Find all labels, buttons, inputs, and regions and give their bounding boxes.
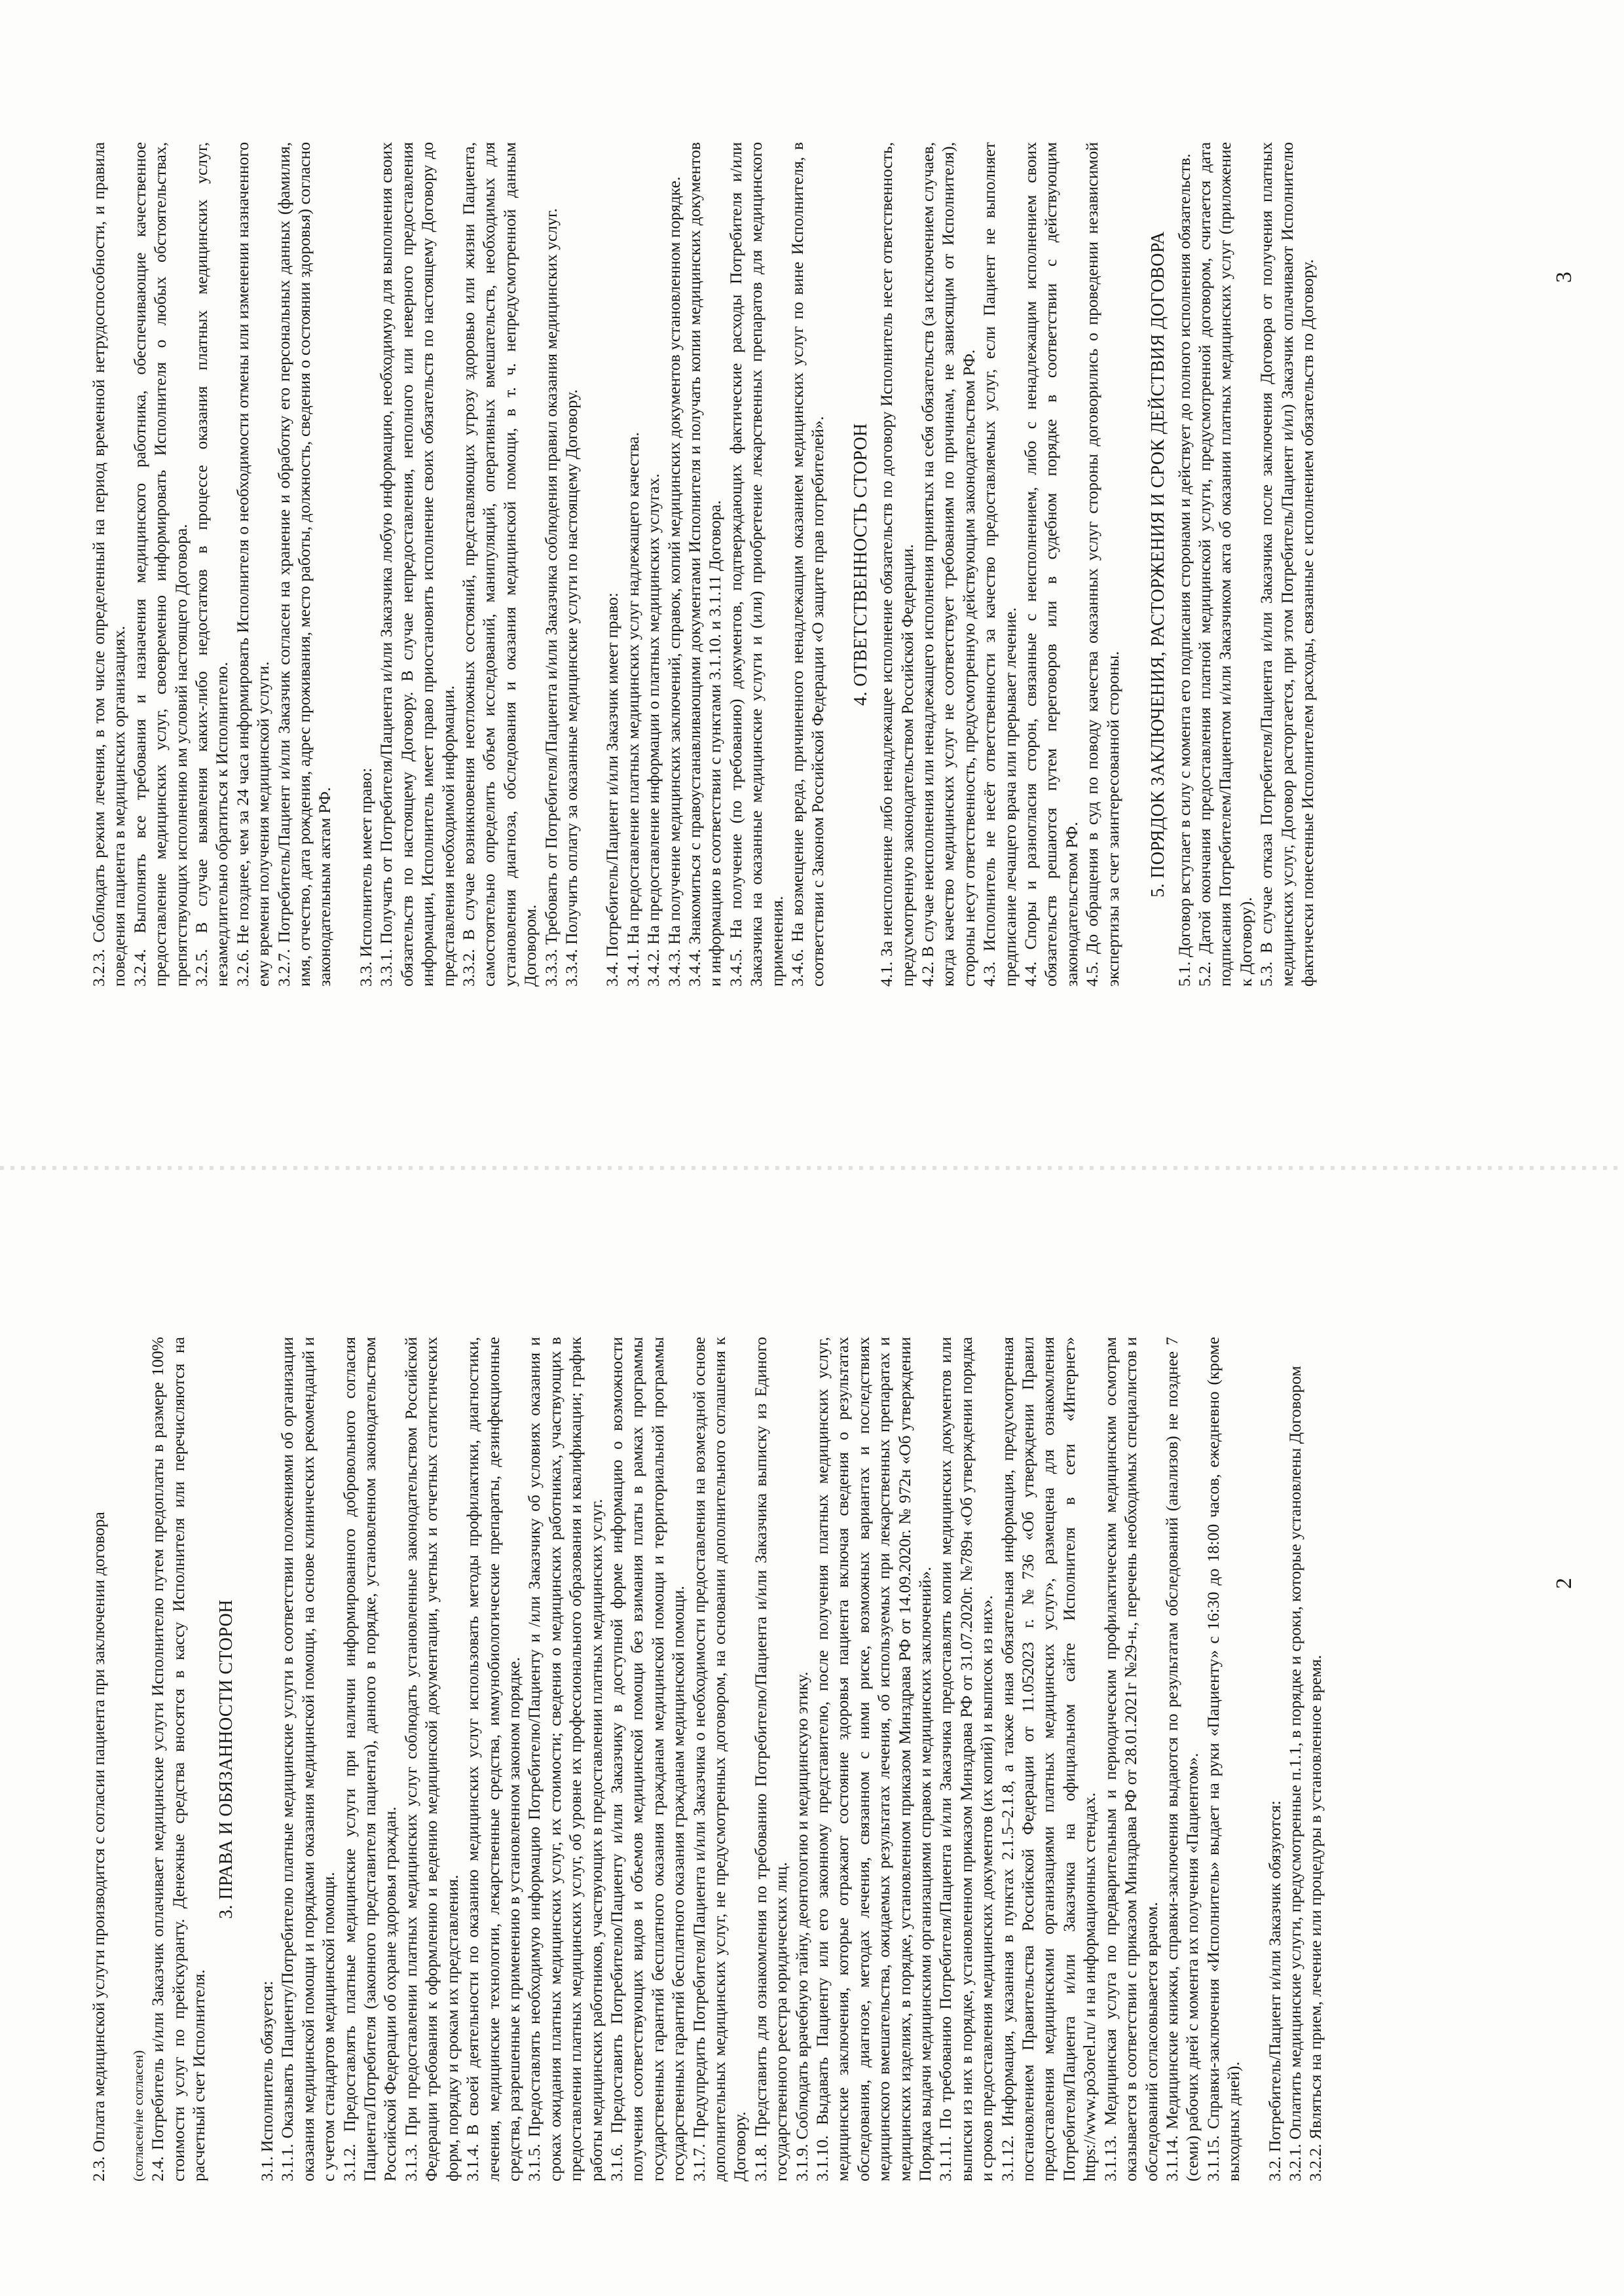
contract-clause: 3.1.3. При предоставлении платных медицинских услуг соблюдать установленные законодательством Российской Федерации требования к оформлению и ведению медицинской документации, учетных и отчетных статистических форм, порядку и срокам их представления. — [401, 1337, 462, 2181]
section-title-3: 3. ПРАВА И ОБЯЗАННОСТИ СТОРОН — [215, 1599, 236, 1919]
contract-clause: 3.1.5. Предоставлять необходимую информацию Потребителю/Пациенту и /или Заказчику об условиях оказания и сроках ожидания платных медицинских услуг, их стоимости; сведения о медицинских работниках, участвующих в предоставлении платных медицинских услуг, об уровне их профессионального образования и квалификации; график работы медицинских работников, участвующих в предоставлении платных медицинских услуг. — [525, 1337, 606, 2181]
contract-clause: 3.1.14. Медицинские книжки, справки-заключения выдаются по результатам обследований (анализов) не позднее 7 (семи) рабочих дней с момента их получения «Пациентом». — [1162, 1337, 1202, 2181]
contract-clause: 3.4.1. На предоставление платных медицинских услуг надлежащего качества. — [623, 432, 642, 987]
contract-clause: 3.1.4. В своей деятельности по оказанию медицинских услуг использовать методы профилактики, диагностики, лечения, медицинские технологии, лекарственные средства, иммунобиологические препараты, дезинфекционные средства, разрешенные к применению в установленном законом порядке. — [463, 1337, 523, 2181]
contract-clause: 3.2.3. Соблюдать режим лечения, в том числе определенный на период временной нетрудоспособности, и правила поведения пациента в медицинских организациях. — [89, 142, 129, 987]
contract-clause: 3.3.3. Требовать от Потребителя/Пациента и/или Заказчика соблюдения правил оказания медицинских услуг. — [541, 208, 561, 987]
contract-clause: 3.4.3. На получение медицинских заключений, справок, копий медицинских документов установленном порядке. — [664, 176, 684, 987]
contract-clause: 5.2. Датой окончания предоставления платной медицинской услуги, предусмотренной договором, считается дата подписания Потребителем/Пациентом и/или Заказчиком акта об оказании платных медицинских услуг (приложение к Договору). — [1194, 142, 1255, 987]
contract-clause: 3.1.12. Информация, указанная в пунктах 2.1.5–2.1.8, а также иная обязательная информация, предусмотренная постановлением Правительства Российской Федерации от 11.052023 г. №736 «Об утверждении Правил предоставления медицинскими организациями платных медицинских услуг», размещена для ознакомления Потребителя/Пациента и/или Заказчика на официальном сайте Исполнителя в сети «Интернет» https://www.po3orel.ru/ и на информационных стендах. — [997, 1337, 1099, 2181]
page-3-paragraphs-top — [88, 142, 828, 987]
contract-clause: 4.1. За неисполнение либо ненадлежащее исполнение обязательств по договору Исполнитель несет ответственность, предусмотренную законодательством Российской Федерации. — [877, 142, 917, 987]
section-title-4: 4. ОТВЕТСТВЕННОСТЬ СТОРОН — [850, 423, 871, 706]
page-number-left: 2 — [1552, 1578, 1576, 1589]
contract-clause: 3.1.10. Выдавать Пациенту или его законному представителю, после получения платных медицинских услуг, медицинские заключения, которые отражают состояние здоровья пациента включая сведения о результатах обследования, диагнозе, методах лечения, связанном с ними риске, возможных вариантах и последствиях медицинского вмешательства, ожидаемых результатах лечения, об используемых при лекарственных препаратах и медицинских изделиях, в порядке, установленном приказом Минздрава РФ от 14.09.2020г. № 972н «Об утверждении Порядка выдачи медицинскими организациями справок и медицинских заключений». — [813, 1337, 935, 2181]
contract-clause: 3.2.4. Выполнять все требования и назначения медицинского работника, обеспечивающие качественное предоставление медицинских услуг, своевременно информировать Исполнителя о любых обстоятельствах, препятствующих исполнению им условий настоящего Договора. — [130, 142, 191, 987]
contract-clause: 3.1.13. Медицинская услуга по предварительным и периодическим профилактическим медицинским осмотрам оказывается в соответствии с приказом Минздрава РФ от 28.01.2021г №29-н., перечень необходимых специалистов и обследований согласовывается врачом. — [1100, 1337, 1161, 2181]
contract-clause: 3.3.2. В случае возникновения неотложных состояний, представляющих угрозу здоровью или жизни Пациента, самостоятельно определить объем исследований, манипуляций, оперативных вмешательств, необходимых для установления диагноза, обследования и оказания медицинской помощи, в т. ч. непредусмотренной данным Договором. — [458, 142, 540, 987]
contract-clause: 3.3.4. Получить оплату за оказанные медицинские услуги по настоящему Договору. — [561, 389, 581, 987]
contract-clause: 5.3. В случае отказа Потребителя/Пациента и/или Заказчика после заключения Договора от получения платных медицинских услуг, Договор расторгается, при этом Потребитель/Пациент и/ил) Заказчик оплачивают Исполнителю фактически понесенные Исполнителем расходы, связанные с исполнением обязательств по Договору. — [1257, 142, 1317, 987]
contract-clause: 3.2.1. Оплатить медицинские услуги, предусмотренные п.1.1, в порядке и сроки, которые установлены Договором — [1285, 1366, 1304, 2181]
contract-clause: 3.4.2. На предоставление информации о платных медицинских услугах. — [644, 473, 663, 987]
section-title-5: 5. ПОРЯДОК ЗАКЛЮЧЕНИЯ, РАСТОРЖЕНИЯ И СРОК ДЕЙСТВИЯ ДОГОВОРА — [1148, 231, 1169, 898]
contract-clause: 2.3. Оплата медицинской услуги производится с согласии пациента при заключении договора — [89, 1512, 108, 2181]
page-3-paragraphs-bottom — [1174, 142, 1318, 987]
contract-clause: (согласен/не согласен) — [130, 2050, 147, 2181]
contract-clause: 3.2.7. Потребитель/Пациент и/или Заказчик согласен на хранение и обработку его персональных данных (фамилия, имя, отчество, дата рождения, адрес проживания, место работы, должность, сведения о состоянии здоровья) согласно законодательным актам РФ. — [274, 142, 335, 987]
page-fold-divider — [0, 1166, 1624, 1170]
contract-clause: 3.1.1. Оказывать Пациенту/Потребителю платные медицинские услуги в соответствии положениями об организации оказания медицинской помощи и порядками оказания медицинской помощи, на основе клинических рекомендаций и с учетом стандартов медицинской помощи. — [278, 1337, 339, 2181]
contract-clause: 3.1.6. Предоставить Потребителю/Пациенту и/или Заказчику в доступной форме информацию о возможности получения соответствующих видов и объемов медицинской помощи без взимания платы в рамках программы государственных гарантий бесплатного оказания гражданам медицинской помощи и территориальной программы государственных гарантий бесплатного оказания гражданам медицинской помощи. — [606, 1337, 688, 2181]
contract-clause: 3.1.2. Предоставлять платные медицинские услуги при наличии информированного добровольного согласия Пациента/Потребителя (законного представителя пациента), данного в порядке, установленном законодательством Российской Федерации об охране здоровья граждан. — [339, 1337, 400, 2181]
contract-clause: 3.2.6. Не позднее, чем за 24 часа информировать Исполнителя о необходимости отмены или изменении назначенного ему времени получения медицинской услуги. — [232, 142, 273, 987]
contract-clause: 3.1.8. Представить для ознакомления по требованию Потребителю/Пациента и/или Заказчика выписку из Единого государственного реестра юридических лиц. — [750, 1337, 791, 2181]
contract-clause: 3.3. Исполнитель имеет право: — [356, 767, 375, 987]
contract-clause: 3.4. Потребитель/Пациент и/или Заказчик имеет право: — [602, 592, 622, 987]
contract-clause: 3.4.5. На получение (по требованию) документов, подтверждающих фактические расходы Потребителя и/или Заказчика на оказанные медицинские услуги и (или) приобретение лекарственных препаратов для медицинского применения. — [726, 142, 786, 987]
contract-clause: 3.1.11. По требованию Потребителя/Пациента и/или Заказчика предоставлять копии медицинских документов или выписки из них в порядке, установленном приказом Минздрава РФ от 31.07.2020г. №789н «Об утверждении порядка и сроков предоставления медицинских документов (их копий) и выписок из них». — [936, 1337, 997, 2181]
contract-clause: 3.2. Потребитель/Пациент и/или Заказчик обязуются: — [1264, 1800, 1284, 2181]
contract-clause: 3.2.5. В случае выявления каких-либо недостатков в процессе оказания платных медицинских услуг, незамедлительно обратиться к Исполнителю. — [192, 142, 232, 987]
contract-clause: 3.1.7. Предупредить Потребителя/Пациента и/или Заказчика о необходимости предоставления на возмездной основе дополнительных медицинских услуг, не предусмотренных договором, на основании дополнительного соглашения к Договору. — [689, 1337, 750, 2181]
contract-clause: 3.4.6. На возмещение вреда, причиненного ненадлежащим оказанием медицинских услуг по вине Исполнителя, в соответствии с Законом Российской Федерации «О защите прав потребителей». — [788, 142, 828, 987]
contract-clause: 3.3.1. Получать от Потребителя/Пациента и/или Заказчика любую информацию, необходимую для выполнения своих обязательств по настоящему Договору. В случае непредоставления, неполного или неверного предоставления информации, Исполнитель имеет право приостановить исполнение своих обязательств по настоящему Договору до представления необходимой информации. — [377, 142, 458, 987]
contract-clause: 3.1.15. Справки-заключения «Исполнитель» выдает на руки «Пациенту» с 16:30 до 18:00 часов, ежедневно (кроме выходных дней). — [1203, 1337, 1244, 2181]
contract-clause: 3.4.4. Знакомиться с правоустанавливающими документами Исполнителя и получать копии медицинских документов и информацию в соответствии с пунктами 3.1.10. и 3.1.11 Договора. — [684, 142, 725, 987]
page-3-paragraphs-middle — [876, 142, 1123, 987]
contract-clause: 3.1.9. Соблюдать врачебную тайну, деонтологию и медицинскую этику. — [792, 1671, 811, 2181]
contract-clause: 3.1. Исполнитель обязуется: — [257, 1980, 277, 2181]
page-number-right: 3 — [1552, 272, 1576, 283]
page-2-paragraphs-top — [88, 1337, 210, 2181]
page-2-content — [88, 1337, 1526, 2181]
contract-clause: 4.4. Споры и разногласия сторон, связанные с неисполнением, либо с ненадлежащим исполнением своих обязательств решаются путем переговоров или в судебном порядке в соответствии с действующим законодательством РФ. — [1021, 142, 1081, 987]
contract-clause: 4.2. В случае неисполнения или ненадлежащего исполнения принятых на себя обязательств (за исключением случаев, когда качество медицинских услуг не соответствует требованиям по причинам, не зависящим от Исполнителя), стороны несут ответственность, предусмотренную действующим законодательством РФ. — [918, 142, 978, 987]
page-2-paragraphs-bottom — [257, 1337, 1326, 2181]
contract-clause: 4.3. Исполнитель не несёт ответственности за качество предоставляемых услуг, если Пациент не выполняет предписание лечащего врача или прерывает лечение. — [980, 142, 1020, 987]
contract-clause: 4.5. До обращения в суд по поводу качества оказанных услуг стороны договорились о проведении независимой экспертизы за счет заинтересованной стороны. — [1082, 142, 1122, 987]
page-3-content — [88, 142, 1526, 987]
contract-clause: 2.4. Потребитель и/или Заказчик оплачивает медицинские услуги Исполнителю путем предоплаты в размере 100% стоимости услуг по прейскуранту. Денежные средства вносятся в кассу Исполнителя или перечисляются на расчетный счет Исполнителя. — [148, 1337, 209, 2181]
contract-clause: 5.1. Договор вступает в силу с момента его подписания сторонами и действует до полного исполнения обязательств. — [1174, 153, 1194, 987]
contract-clause: 3.2.2. Являться на прием, лечение или процедуры в установленное время. — [1306, 1654, 1325, 2181]
